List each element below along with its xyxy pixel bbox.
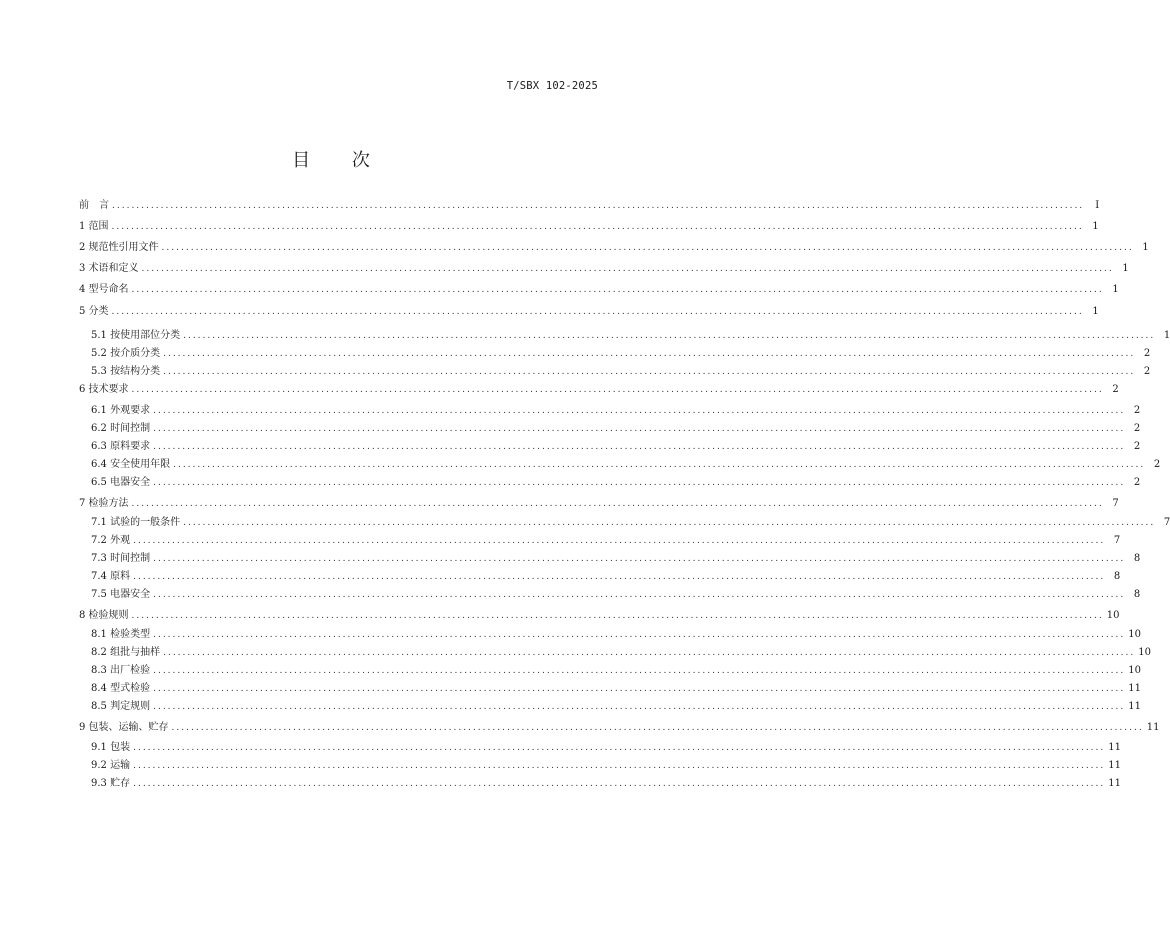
toc-leader-dots: ........................................................................................................................................................................................................ [163, 349, 1136, 359]
toc-entry-page: 1 [1112, 284, 1119, 295]
toc-entry[interactable] [79, 440, 1141, 454]
toc-leader-dots: ........................................................................................................................................................................................................ [161, 243, 1134, 253]
toc-leader-dots: ........................................................................................................................................................................................................ [153, 554, 1126, 564]
toc-entry-page: 2 [1133, 405, 1141, 416]
toc-entry-label: 9.2 运输 [91, 760, 131, 771]
toc-entry-label: 5 分类 [79, 306, 109, 317]
toc-entry[interactable] [79, 329, 1170, 343]
toc-entry-label: 3 术语和定义 [79, 263, 139, 274]
toc-entry[interactable] [79, 552, 1141, 566]
document-code: T/SBX 102-2025 [506, 80, 598, 92]
toc-entry-page: 7 [1113, 535, 1121, 546]
toc-title: 目 次 [292, 150, 388, 171]
toc-entry-page: 11 [1128, 701, 1141, 712]
toc-entry-page: 10 [1106, 610, 1120, 621]
toc-leader-dots: ........................................................................................................................................................................................................ [163, 367, 1136, 377]
toc-entry[interactable] [79, 721, 1160, 735]
toc-leader-dots: ........................................................................................................................................................................................................ [183, 331, 1156, 341]
toc-leader-dots: ........................................................................................................................................................................................................ [111, 222, 1084, 232]
toc-entry-page: 2 [1143, 348, 1151, 359]
toc-leader-dots: ........................................................................................................................................................................................................ [141, 264, 1114, 274]
toc-entry[interactable] [79, 262, 1129, 276]
toc-entry[interactable] [79, 570, 1121, 584]
toc-leader-dots: ........................................................................................................................................................................................................ [112, 201, 1085, 211]
toc-entry-page: 8 [1133, 553, 1141, 564]
toc-entry[interactable] [79, 404, 1141, 418]
toc-entry[interactable] [79, 741, 1121, 755]
toc-entry-label: 7 检验方法 [79, 498, 129, 509]
toc-entry[interactable] [79, 220, 1099, 234]
toc-leader-dots: ........................................................................................................................................................................................................ [131, 499, 1104, 509]
toc-entry-page: 2 [1143, 366, 1151, 377]
toc-leader-dots: ........................................................................................................................................................................................................ [153, 442, 1126, 452]
toc-entry-label: 5.3 按结构分类 [91, 366, 161, 377]
toc-entry-page: 2 [1133, 423, 1141, 434]
toc-entry[interactable] [79, 588, 1141, 602]
toc-entry[interactable] [79, 534, 1121, 548]
toc-entry[interactable] [79, 646, 1151, 660]
toc-entry[interactable] [79, 347, 1151, 361]
toc-entry-label: 7.3 时间控制 [91, 553, 151, 564]
toc-entry-page: 1 [1122, 263, 1129, 274]
toc-entry-label: 7.4 原料 [91, 571, 131, 582]
toc-entry-label: 8.4 型式检验 [91, 683, 151, 694]
toc-entry-page: 11 [1146, 722, 1160, 733]
toc-entry-label: 4 型号命名 [79, 284, 129, 295]
toc-leader-dots: ........................................................................................................................................................................................................ [173, 460, 1146, 470]
toc-leader-dots: ........................................................................................................................................................................................................ [133, 779, 1106, 789]
toc-leader-dots: ........................................................................................................................................................................................................ [131, 611, 1104, 621]
toc-entry[interactable] [79, 682, 1141, 696]
toc-leader-dots: ........................................................................................................................................................................................................ [153, 424, 1126, 434]
toc-leader-dots: ........................................................................................................................................................................................................ [133, 572, 1106, 582]
toc-entry[interactable] [79, 497, 1119, 511]
toc-entry-label: 7.1 试验的一般条件 [91, 517, 181, 528]
toc-entry-label: 6.2 时间控制 [91, 423, 151, 434]
toc-entry[interactable] [79, 759, 1121, 773]
toc-leader-dots: ........................................................................................................................................................................................................ [153, 478, 1126, 488]
toc-leader-dots: ........................................................................................................................................................................................................ [133, 536, 1106, 546]
toc-leader-dots: ........................................................................................................................................................................................................ [153, 406, 1126, 416]
toc-leader-dots: ........................................................................................................................................................................................................ [133, 743, 1106, 753]
toc-entry-label: 9.1 包装 [91, 742, 131, 753]
toc-entry-label: 6.3 原料要求 [91, 441, 151, 452]
toc-leader-dots: ........................................................................................................................................................................................................ [153, 590, 1126, 600]
toc-entry-label: 1 范围 [79, 221, 109, 232]
toc-entry-page: 8 [1133, 589, 1141, 600]
toc-entry-page: 1 [1163, 330, 1170, 341]
toc-entry-page: 10 [1128, 665, 1141, 676]
toc-entry[interactable] [79, 476, 1141, 490]
toc-entry-page: 10 [1128, 629, 1141, 640]
toc-entry[interactable] [79, 609, 1120, 623]
toc-entry-page: 2 [1112, 384, 1119, 395]
toc-entry[interactable] [79, 516, 1170, 530]
toc-entry-page: 10 [1138, 647, 1151, 658]
toc-entry-page: 8 [1113, 571, 1121, 582]
toc-entry[interactable] [79, 365, 1151, 379]
toc-entry-label: 9 包装、运输、贮存 [79, 722, 169, 733]
toc-entry-page: 2 [1133, 477, 1141, 488]
toc-leader-dots: ........................................................................................................................................................................................................ [133, 761, 1106, 771]
toc-entry-page: 1 [1092, 306, 1099, 317]
toc-entry[interactable] [79, 383, 1119, 397]
toc-entry-label: 前 言 [79, 200, 109, 211]
toc-entry-page: 11 [1108, 778, 1121, 789]
toc-entry[interactable] [79, 458, 1161, 472]
toc-entry-label: 8.3 出厂检验 [91, 665, 151, 676]
toc-leader-dots: ........................................................................................................................................................................................................ [111, 307, 1084, 317]
toc-leader-dots: ........................................................................................................................................................................................................ [153, 702, 1126, 712]
toc-entry-label: 6.5 电器安全 [91, 477, 151, 488]
toc-entry-label: 7.2 外观 [91, 535, 131, 546]
toc-entry-page: 11 [1108, 760, 1121, 771]
toc-entry-label: 8.1 检验类型 [91, 629, 151, 640]
toc-entry-label: 8.5 判定规则 [91, 701, 151, 712]
toc-entry[interactable] [79, 777, 1121, 791]
toc-entry[interactable] [79, 283, 1119, 297]
toc-entry[interactable] [79, 700, 1141, 714]
toc-entry[interactable] [79, 241, 1149, 255]
toc-entry-label: 6.1 外观要求 [91, 405, 151, 416]
toc-entry[interactable] [79, 664, 1141, 678]
toc-entry-page: 11 [1128, 683, 1141, 694]
toc-leader-dots: ........................................................................................................................................................................................................ [131, 285, 1104, 295]
toc-entry-page: 1 [1142, 242, 1149, 253]
toc-entry[interactable] [79, 422, 1141, 436]
toc-leader-dots: ........................................................................................................................................................................................................ [153, 684, 1126, 694]
toc-entry[interactable] [79, 305, 1099, 319]
toc-entry-page: 7 [1112, 498, 1119, 509]
toc-entry-label: 9.3 贮存 [91, 778, 131, 789]
toc-leader-dots: ........................................................................................................................................................................................................ [131, 385, 1104, 395]
toc-leader-dots: ........................................................................................................................................................................................................ [153, 630, 1126, 640]
toc-entry-label: 7.5 电器安全 [91, 589, 151, 600]
toc-entry-page: 11 [1108, 742, 1121, 753]
toc-entry-page: 2 [1133, 441, 1141, 452]
toc-entry-label: 6 技术要求 [79, 384, 129, 395]
toc-entry-page: 1 [1092, 221, 1099, 232]
toc-entry-label: 8.2 组批与抽样 [91, 647, 161, 658]
toc-entry-label: 2 规范性引用文件 [79, 242, 159, 253]
toc-entry-label: 5.1 按使用部位分类 [91, 330, 181, 341]
toc-entry-label: 8 检验规则 [79, 610, 129, 621]
toc-entry-page: 7 [1163, 517, 1170, 528]
toc-entry-page: 2 [1153, 459, 1161, 470]
toc-leader-dots: ........................................................................................................................................................................................................ [153, 666, 1126, 676]
toc-entry-label: 6.4 安全使用年限 [91, 459, 171, 470]
toc-leader-dots: ........................................................................................................................................................................................................ [163, 648, 1136, 658]
toc-leader-dots: ........................................................................................................................................................................................................ [183, 518, 1156, 528]
toc-entry[interactable] [79, 199, 1100, 213]
toc-entry-page: I [1095, 200, 1100, 211]
toc-leader-dots: ........................................................................................................................................................................................................ [171, 723, 1144, 733]
toc-entry[interactable] [79, 628, 1141, 642]
toc-entry-label: 5.2 按介质分类 [91, 348, 161, 359]
